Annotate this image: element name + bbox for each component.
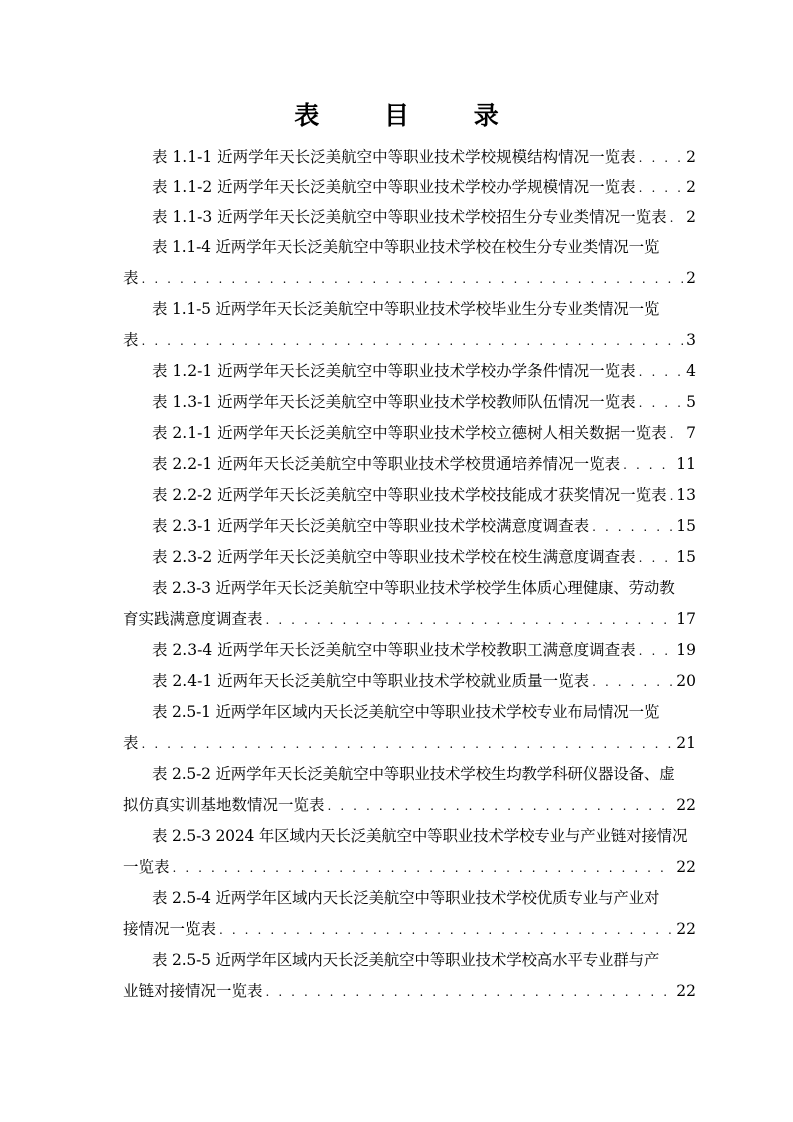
toc-page-number: 17 [676,610,696,628]
toc-entry[interactable] [123,886,696,910]
dot-leader [623,453,673,477]
dot-leader [639,360,684,384]
dot-leader [592,670,673,694]
toc-entry-title: 表 1.2-1 近两学年天长泛美航空中等职业技术学校办学条件情况一览表 [152,362,636,380]
toc-entry-title-cont: 表 [123,331,139,349]
toc-entry-title-cont: 育实践满意度调查表 [123,610,263,628]
toc-page-number: 7 [686,424,696,442]
toc-entry-continuation[interactable] [123,731,696,755]
toc-entry-title: 表 2.5-2 近两学年天长泛美航空中等职业技术学校生均教学科研仪器设备、虚 [152,765,675,783]
toc-page-number: 22 [676,982,696,1000]
toc-entry-title: 表 1.1-5 近两学年天长泛美航空中等职业技术学校毕业生分专业类情况一览 [152,300,660,318]
toc-entry[interactable] [123,576,696,600]
toc-page-number: 15 [676,548,696,566]
toc-page-number: 2 [686,178,696,196]
dot-leader [670,206,684,230]
toc-entry-title: 表 1.1-4 近两学年天长泛美航空中等职业技术学校在校生分专业类情况一览 [152,238,660,256]
toc-page-number: 22 [676,920,696,938]
dot-leader [266,980,674,1004]
toc-page-number: 19 [676,641,696,659]
toc-entry[interactable] [123,762,696,786]
toc-entry-continuation[interactable] [123,979,696,1003]
toc-entry[interactable] [123,390,696,414]
toc-entry-title-cont: 一览表 [123,858,170,876]
toc-entry-title: 表 2.3-1 近两学年天长泛美航空中等职业技术学校满意度调查表 [152,517,590,535]
toc-page-number: 11 [676,455,696,473]
toc-entry-continuation[interactable] [123,917,696,941]
dot-leader [266,608,674,632]
toc-entry[interactable] [123,545,696,569]
toc-entry[interactable] [123,235,696,259]
toc-entry-continuation[interactable] [123,855,696,879]
toc-entry-title: 表 1.1-1 近两学年天长泛美航空中等职业技术学校规模结构情况一览表 [152,148,636,166]
toc-entry-title: 表 2.4-1 近两年天长泛美航空中等职业技术学校就业质量一览表 [152,672,590,690]
toc-entry-title: 表 2.5-5 近两学年区域内天长泛美航空中等职业技术学校高水平专业群与产 [152,951,660,969]
toc-page-number: 22 [676,796,696,814]
toc-entry[interactable] [123,145,696,169]
toc-page-number: 2 [686,208,696,226]
toc-entry[interactable] [123,514,696,538]
toc-entry[interactable] [123,824,696,848]
dot-leader [142,732,674,756]
dot-leader [639,176,684,200]
toc-entry-continuation[interactable] [123,328,696,352]
toc-page-number: 20 [676,672,696,690]
toc-entry-title: 表 2.5-1 近两学年区域内天长泛美航空中等职业技术学校专业布局情况一览 [152,703,660,721]
dot-leader [173,856,674,880]
dot-leader [670,422,684,446]
toc-entry-title: 表 1.1-3 近两学年天长泛美航空中等职业技术学校招生分专业类情况一览表 [152,208,667,226]
toc-entry-title: 表 1.3-1 近两学年天长泛美航空中等职业技术学校教师队伍情况一览表 [152,393,636,411]
toc-entry-title: 表 2.5-4 近两学年区域内天长泛美航空中等职业技术学校优质专业与产业对 [152,889,660,907]
toc-page-number: 5 [686,393,696,411]
toc-entry-title-cont: 接情况一览表 [123,920,217,938]
toc-entry[interactable] [123,205,696,229]
toc-page-number: 3 [686,331,696,349]
toc-entry[interactable] [123,421,696,445]
toc-page-number: 2 [686,148,696,166]
toc-entry[interactable] [123,175,696,199]
toc-entry[interactable] [123,452,696,476]
toc-entry-title-cont: 表 [123,269,139,287]
dot-leader [639,546,674,570]
toc-entry-title: 表 2.1-1 近两学年天长泛美航空中等职业技术学校立德树人相关数据一览表 [152,424,667,442]
toc-entry[interactable] [123,297,696,321]
toc-entry[interactable] [123,948,696,972]
toc-page-number: 4 [686,362,696,380]
dot-leader [592,515,673,539]
dot-leader [142,267,684,291]
toc-entry-title: 表 2.2-1 近两年天长泛美航空中等职业技术学校贯通培养情况一览表 [152,455,621,473]
toc-entry-title: 表 1.1-2 近两学年天长泛美航空中等职业技术学校办学规模情况一览表 [152,178,636,196]
dot-leader [328,794,674,818]
toc-entry-title: 表 2.5-3 2024 年区域内天长泛美航空中等职业技术学校专业与产业链对接情况 [152,827,688,845]
toc-page-number: 13 [676,486,696,504]
toc-entry-title: 表 2.2-2 近两学年天长泛美航空中等职业技术学校技能成才获奖情况一览表 [152,486,667,504]
toc-entry-title: 表 2.3-2 近两学年天长泛美航空中等职业技术学校在校生满意度调查表 [152,548,636,566]
dot-leader [670,484,674,508]
toc-entry-title-cont: 表 [123,734,139,752]
toc-entry-continuation[interactable] [123,793,696,817]
toc-entry[interactable] [123,483,696,507]
toc-page-number: 21 [676,734,696,752]
toc-entry-title-cont: 业链对接情况一览表 [123,982,263,1000]
toc-entry-title: 表 2.3-3 近两学年天长泛美航空中等职业技术学校学生体质心理健康、劳动教 [152,579,675,597]
toc-entry[interactable] [123,359,696,383]
dot-leader [142,329,684,353]
dot-leader [639,391,684,415]
dot-leader [639,146,684,170]
dot-leader [219,918,673,942]
toc-page-number: 15 [676,517,696,535]
toc-entry[interactable] [123,700,696,724]
toc-entry-title: 表 2.3-4 近两学年天长泛美航空中等职业技术学校教职工满意度调查表 [152,641,636,659]
dot-leader [639,639,674,663]
toc-entry-title-cont: 拟仿真实训基地数情况一览表 [123,796,325,814]
toc-entry[interactable] [123,638,696,662]
toc-page-number: 22 [676,858,696,876]
toc-entry-continuation[interactable] [123,607,696,631]
page-title: 表 目 录 [294,101,527,130]
toc-entry[interactable] [123,669,696,693]
toc-entry-continuation[interactable] [123,266,696,290]
toc-page-number: 2 [686,269,696,287]
